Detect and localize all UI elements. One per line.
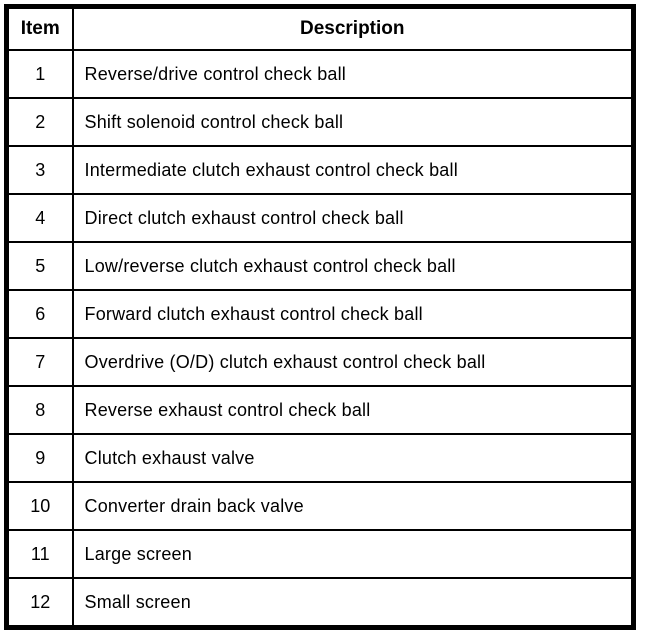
description-cell: Direct clutch exhaust control check ball bbox=[73, 194, 634, 242]
description-cell: Overdrive (O/D) clutch exhaust control check ball bbox=[73, 338, 634, 386]
table-row bbox=[7, 530, 634, 578]
table-row bbox=[7, 98, 634, 146]
description-cell: Forward clutch exhaust control check ball bbox=[73, 290, 634, 338]
item-cell: 10 bbox=[7, 482, 73, 530]
item-cell: 6 bbox=[7, 290, 73, 338]
item-cell: 7 bbox=[7, 338, 73, 386]
item-cell: 1 bbox=[7, 50, 73, 98]
description-cell: Low/reverse clutch exhaust control check ball bbox=[73, 242, 634, 290]
table-row bbox=[7, 482, 634, 530]
table-row bbox=[7, 434, 634, 482]
description-cell: Converter drain back valve bbox=[73, 482, 634, 530]
description-cell: Intermediate clutch exhaust control check ball bbox=[73, 146, 634, 194]
item-description-table bbox=[4, 4, 636, 630]
table-row bbox=[7, 338, 634, 386]
item-column-header: Item bbox=[7, 7, 73, 51]
table-header-row bbox=[7, 7, 634, 51]
table-row bbox=[7, 578, 634, 628]
table-row bbox=[7, 386, 634, 434]
table-row bbox=[7, 194, 634, 242]
item-cell: 3 bbox=[7, 146, 73, 194]
description-cell: Small screen bbox=[73, 578, 634, 628]
description-cell: Clutch exhaust valve bbox=[73, 434, 634, 482]
description-cell: Shift solenoid control check ball bbox=[73, 98, 634, 146]
item-cell: 12 bbox=[7, 578, 73, 628]
item-cell: 9 bbox=[7, 434, 73, 482]
item-cell: 11 bbox=[7, 530, 73, 578]
item-cell: 4 bbox=[7, 194, 73, 242]
table-row bbox=[7, 242, 634, 290]
table-row bbox=[7, 146, 634, 194]
table-row bbox=[7, 50, 634, 98]
item-cell: 5 bbox=[7, 242, 73, 290]
item-cell: 2 bbox=[7, 98, 73, 146]
item-cell: 8 bbox=[7, 386, 73, 434]
description-cell: Reverse exhaust control check ball bbox=[73, 386, 634, 434]
description-cell: Reverse/drive control check ball bbox=[73, 50, 634, 98]
table-row bbox=[7, 290, 634, 338]
description-cell: Large screen bbox=[73, 530, 634, 578]
description-column-header: Description bbox=[73, 7, 634, 51]
